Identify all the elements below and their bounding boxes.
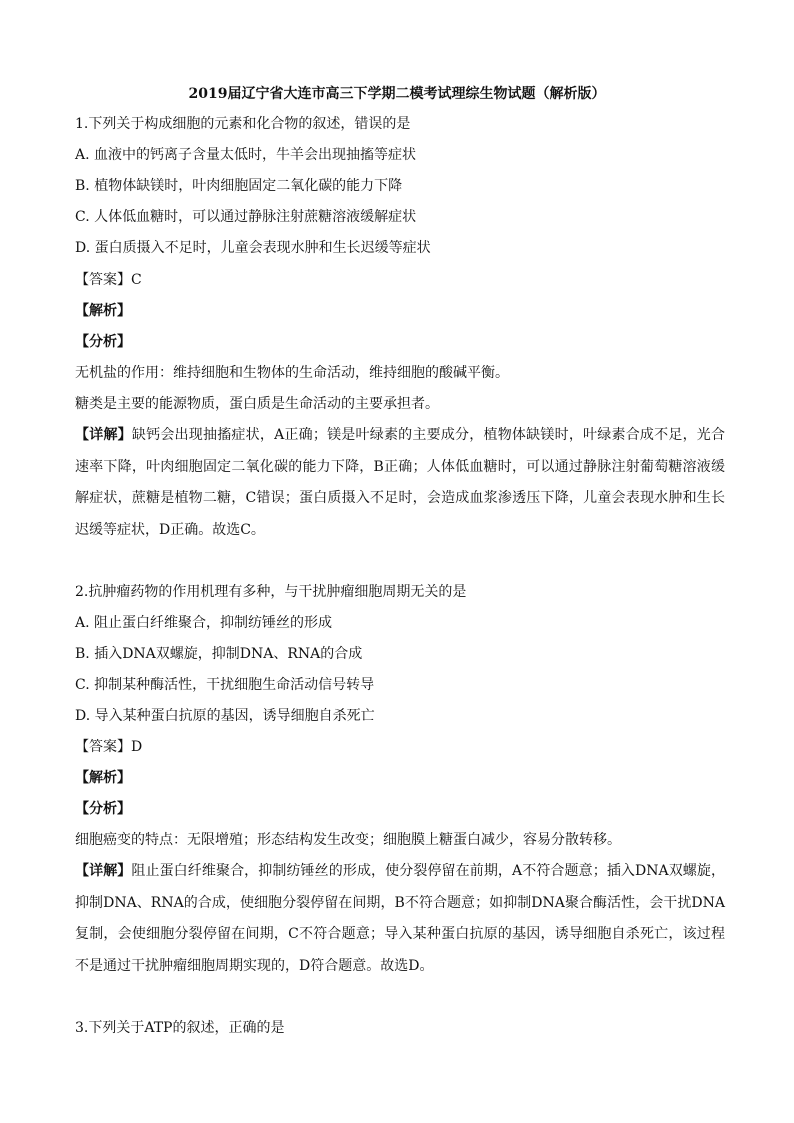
q3-stem: 3.下列关于ATP的叙述，正确的是: [75, 1020, 285, 1036]
q1-detail-tag: 【详解】: [75, 427, 132, 443]
q1-option-c: C. 人体低血糖时，可以通过静脉注射蔗糖溶液缓解症状: [75, 209, 417, 225]
q2-detail-paragraph: [75, 856, 725, 982]
q1-option-a: A. 血液中的钙离子含量太低时，牛羊会出现抽搐等症状: [75, 147, 417, 163]
q1-option-b: B. 植物体缺镁时，叶肉细胞固定二氧化碳的能力下降: [75, 178, 403, 194]
q1-analysis-line-2: 糖类是主要的能源物质，蛋白质是生命活动的主要承担者。: [75, 396, 439, 412]
q1-answer: 【答案】C: [75, 272, 142, 288]
q1-detail-paragraph: [75, 420, 725, 546]
q1-fenxi-heading: 【分析】: [75, 334, 131, 350]
q1-option-d: D. 蛋白质摄入不足时，儿童会表现水肿和生长迟缓等症状: [75, 240, 431, 256]
q2-fenxi-heading: 【分析】: [75, 801, 131, 817]
q1-detail-text: 缺钙会出现抽搐症状，A正确；镁是叶绿素的主要成分，植物体缺镁时，叶绿素合成不足，光合速率下降，叶肉细胞固定二氧化碳的能力下降，B正确；人体低血糖时，可以通过静脉注射葡萄糖溶液缓解症状，蔗糖是植物二糖，C错误；蛋白质摄入不足时，会造成血浆渗透压下降，儿童会表现水肿和生长迟缓等症状，D正确。故选C。: [75, 427, 726, 538]
q2-detail-text: 阻止蛋白纤维聚合，抑制纺锤丝的形成，使分裂停留在前期，A不符合题意；插入DNA双螺旋，抑制DNA、RNA的合成，使细胞分裂停留在间期，B不符合题意；如抑制DNA聚合酶活性，会干扰DNA复制，会使细胞分裂停留在间期，C不符合题意；导入某种蛋白抗原的基因，诱导细胞自杀死亡，该过程不是通过干扰肿瘤细胞周期实现的，D符合题意。故选D。: [75, 863, 725, 974]
q2-jiexi-heading: 【解析】: [75, 770, 131, 786]
q2-stem: 2.抗肿瘤药物的作用机理有多种，与干扰肿瘤细胞周期无关的是: [75, 584, 467, 600]
q2-answer: 【答案】D: [75, 739, 143, 755]
q1-stem: 1.下列关于构成细胞的元素和化合物的叙述，错误的是: [75, 116, 411, 132]
q2-option-c: C. 抑制某种酶活性，干扰细胞生命活动信号转导: [75, 677, 375, 693]
q2-option-b: B. 插入DNA双螺旋，抑制DNA、RNA的合成: [75, 646, 363, 662]
q2-detail-tag: 【详解】: [75, 863, 132, 879]
q2-option-a: A. 阻止蛋白纤维聚合，抑制纺锤丝的形成: [75, 615, 333, 631]
document-title: 2019届辽宁省大连市高三下学期二模考试理综生物试题（解析版）: [188, 86, 606, 102]
q2-option-d: D. 导入某种蛋白抗原的基因，诱导细胞自杀死亡: [75, 708, 375, 724]
q1-analysis-line-1: 无机盐的作用：维持细胞和生物体的生命活动，维持细胞的酸碱平衡。: [75, 365, 509, 381]
q1-jiexi-heading: 【解析】: [75, 303, 131, 319]
q2-analysis-line-1: 细胞癌变的特点：无限增殖；形态结构发生改变；细胞膜上糖蛋白减少，容易分散转移。: [75, 832, 621, 848]
